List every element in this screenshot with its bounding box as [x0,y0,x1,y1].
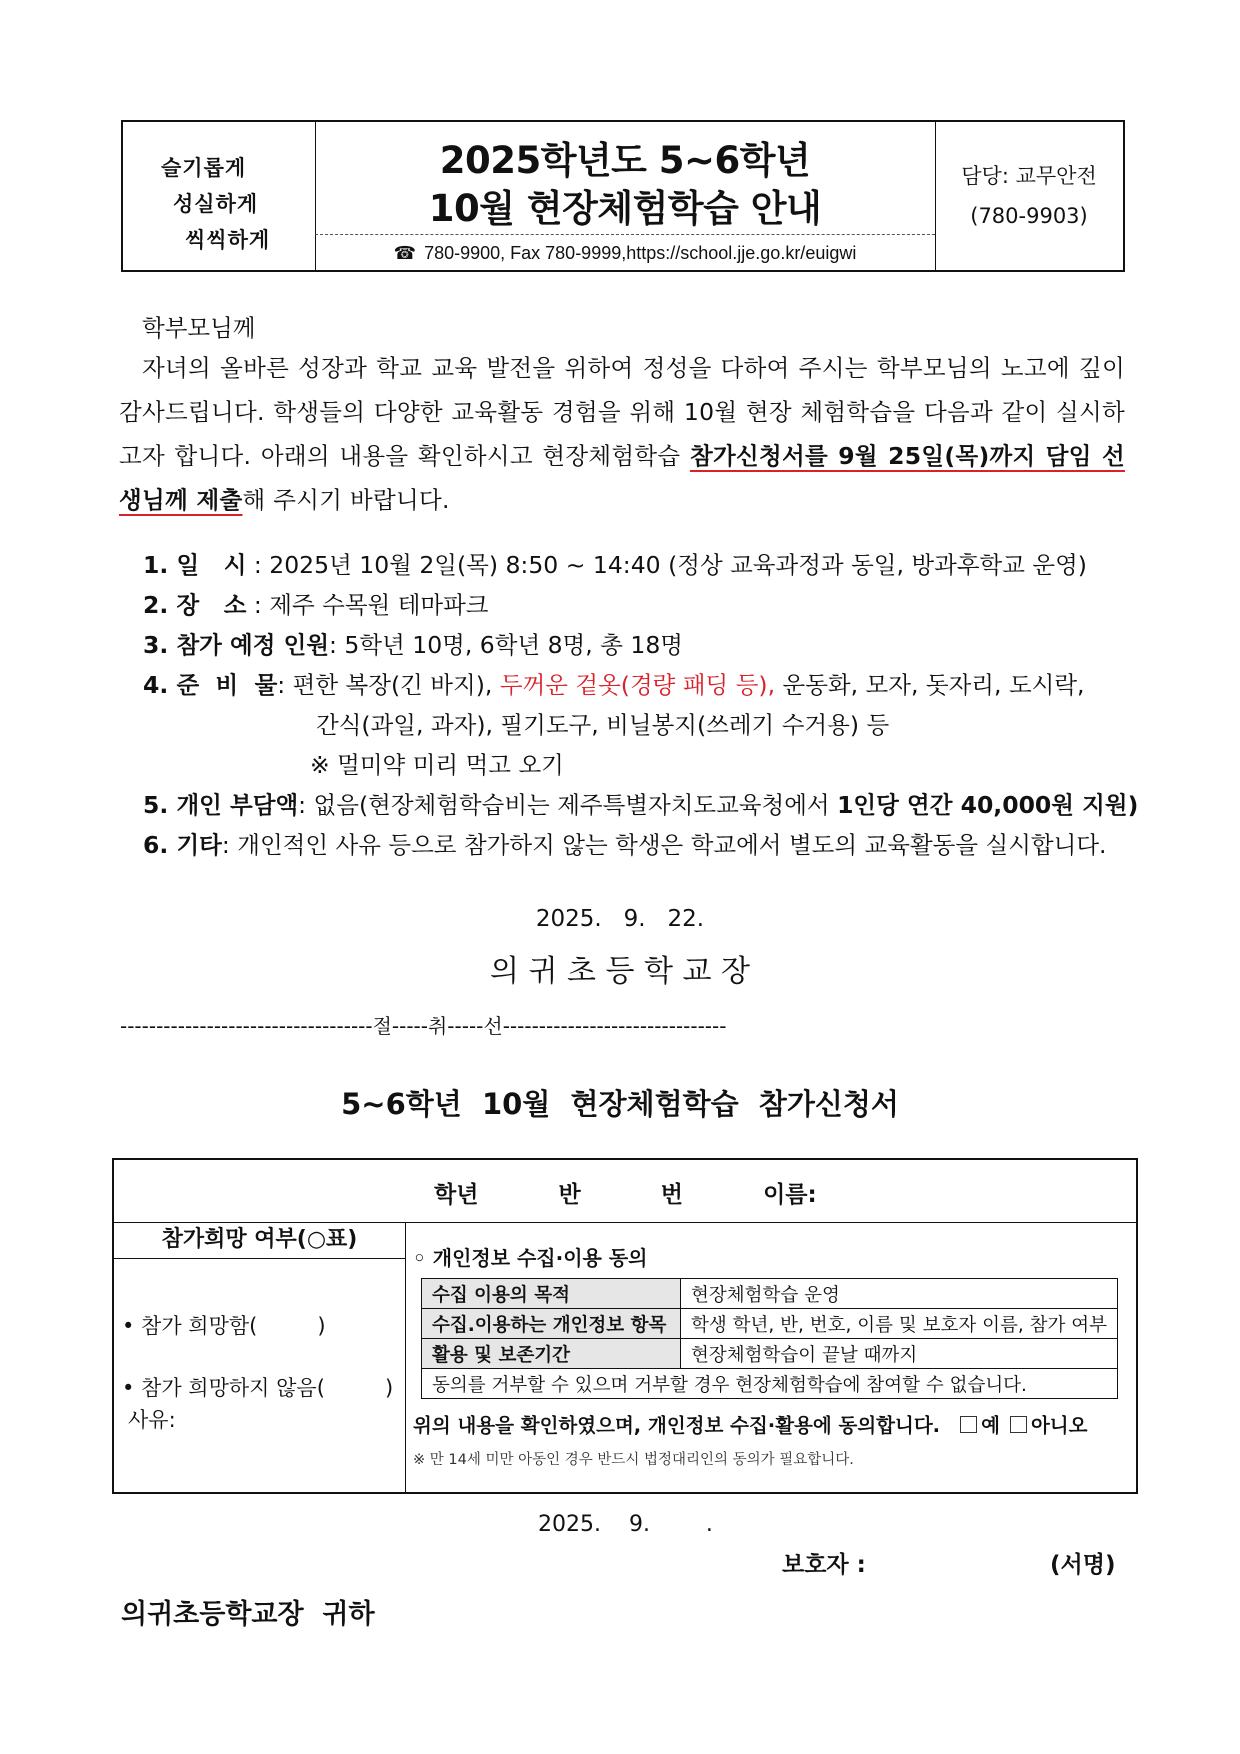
participation-column [114,1222,406,1492]
cut-line: -----------------------------------절-----취-----선------------------------------- [120,1014,727,1038]
title-block [315,122,936,270]
deadline-emphasis: 참가신청서를 9월 25일(목)까지 담임 선생님께 제출 [119,442,1125,514]
consent-no-checkbox[interactable] [1010,1416,1027,1433]
contact-text: 780-9900, Fax 780-9999,https://school.jje.go.kr/euigwi [424,243,857,263]
item-date: 1. 일 시 : 2025년 10월 2일(목) 8:50 ~ 14:40 (정상 교육과정과 동일, 방과후학교 운영) [143,551,1087,579]
letter-body [119,346,1125,522]
age-note: ※ 만 14세 미만 아동인 경우 반드시 법정대리인의 동의가 필요합니다. [413,1452,854,1468]
motto-1: 슬기롭게 [161,156,247,180]
item-supplies-note: ※ 멀미약 미리 먹고 오기 [310,751,564,779]
item-place: 2. 장 소 : 제주 수목원 테마파크 [143,591,489,619]
item-cost: 5. 개인 부담액: 없음(현장체험학습비는 제주특별자치도교육청에서 1인당 연간 40,000원 지원) [143,791,1139,819]
department-block [935,122,1123,270]
signature-label: (서명) [1050,1552,1116,1578]
student-info-fields[interactable]: 학년 반 번 이름: [434,1182,817,1208]
student-info-row [114,1160,1136,1223]
participation-header: 참가희망 여부(○표) [114,1222,405,1259]
contact-line [315,234,935,271]
school-motto [123,122,316,270]
privacy-consent [405,1222,1136,1492]
warm-clothes-note: 두꺼운 겉옷(경량 패딩 등), [499,671,776,699]
table-row [422,1369,1118,1399]
phone-icon: ☎ [393,243,417,263]
form-title: 5~6학년 10월 현장체험학습 참가신청서 [341,1087,899,1121]
refusal-notice: 동의를 거부할 수 있으며 거부할 경우 현장체험학습에 참여할 수 없습니다. [422,1369,1118,1399]
table-row: 활용 및 보존기간 현장체험학습이 끝날 때까지 [422,1339,1118,1369]
motto-2: 성실하게 [173,192,259,216]
consent-line: 위의 내용을 확인하였으며, 개인정보 수집·활용에 동의합니다. 예 아니오 [413,1414,1088,1437]
item-supplies: 4. 준 비 물: 편한 복장(긴 바지), 두꺼운 겉옷(경량 패딩 등), 운동화, 모자, 돗자리, 도시락, [143,671,1085,699]
application-form [112,1158,1138,1494]
privacy-title: ◦ 개인정보 수집·이용 동의 [413,1246,648,1270]
option-not-participate[interactable]: • 참가 희망하지 않음( ) [122,1376,394,1400]
motto-3: 씩씩하게 [185,228,271,252]
department-name: 담당: 교무안전 [961,164,1097,188]
item-supplies-line2: 간식(과일, 과자), 필기도구, 비닐봉지(쓰레기 수거용) 등 [316,711,890,739]
table-row: 수집 이용의 목적 현장체험학습 운영 [422,1279,1118,1309]
item-other: 6. 기타: 개인적인 사유 등으로 참가하지 않는 학생은 학교에서 별도의 교육활동을 실시합니다. [143,831,1107,859]
letterhead [121,120,1125,272]
option-participate[interactable]: • 참가 희망함( ) [122,1314,326,1338]
salutation: 학부모님께 [142,314,256,342]
addressee: 의귀초등학교장 귀하 [121,1599,375,1630]
principal-signature-line: 의 귀 초 등 학 교 장 [489,954,751,989]
guardian-label[interactable]: 보호자 : [782,1552,866,1578]
letter-body-end: 해 주시기 바랍니다. [242,486,450,514]
signature-date[interactable]: 2025. 9. . [538,1512,713,1537]
table-row: 수집.이용하는 개인정보 항목 학생 학년, 반, 번호, 이름 및 보호자 이름, 참가 여부 [422,1309,1118,1339]
issue-date: 2025. 9. 22. [535,906,705,932]
consent-yes-checkbox[interactable] [960,1416,977,1433]
department-phone: (780-9903) [970,204,1088,228]
reason-field[interactable]: 사유: [128,1408,176,1432]
letter-body-text: 자녀의 올바른 성장과 학교 교육 발전을 위하여 정성을 다하여 주시는 학부모님의 노고에 깊이 감사드립니다. 학생들의 다양한 교육활동 경험을 위해 10월 현장 체험학습을 다음과 같이 실시하고자 합니다. 아래의 내용을 확인하시고 현장체험학습 [119,354,1125,470]
item-participants: 3. 참가 예정 인원: 5학년 10명, 6학년 8명, 총 18명 [143,631,683,659]
page-subtitle: 10월 현장체험학습 안내 [428,187,822,230]
page-title: 2025학년도 5~6학년 [439,139,811,182]
privacy-table [421,1278,1118,1399]
